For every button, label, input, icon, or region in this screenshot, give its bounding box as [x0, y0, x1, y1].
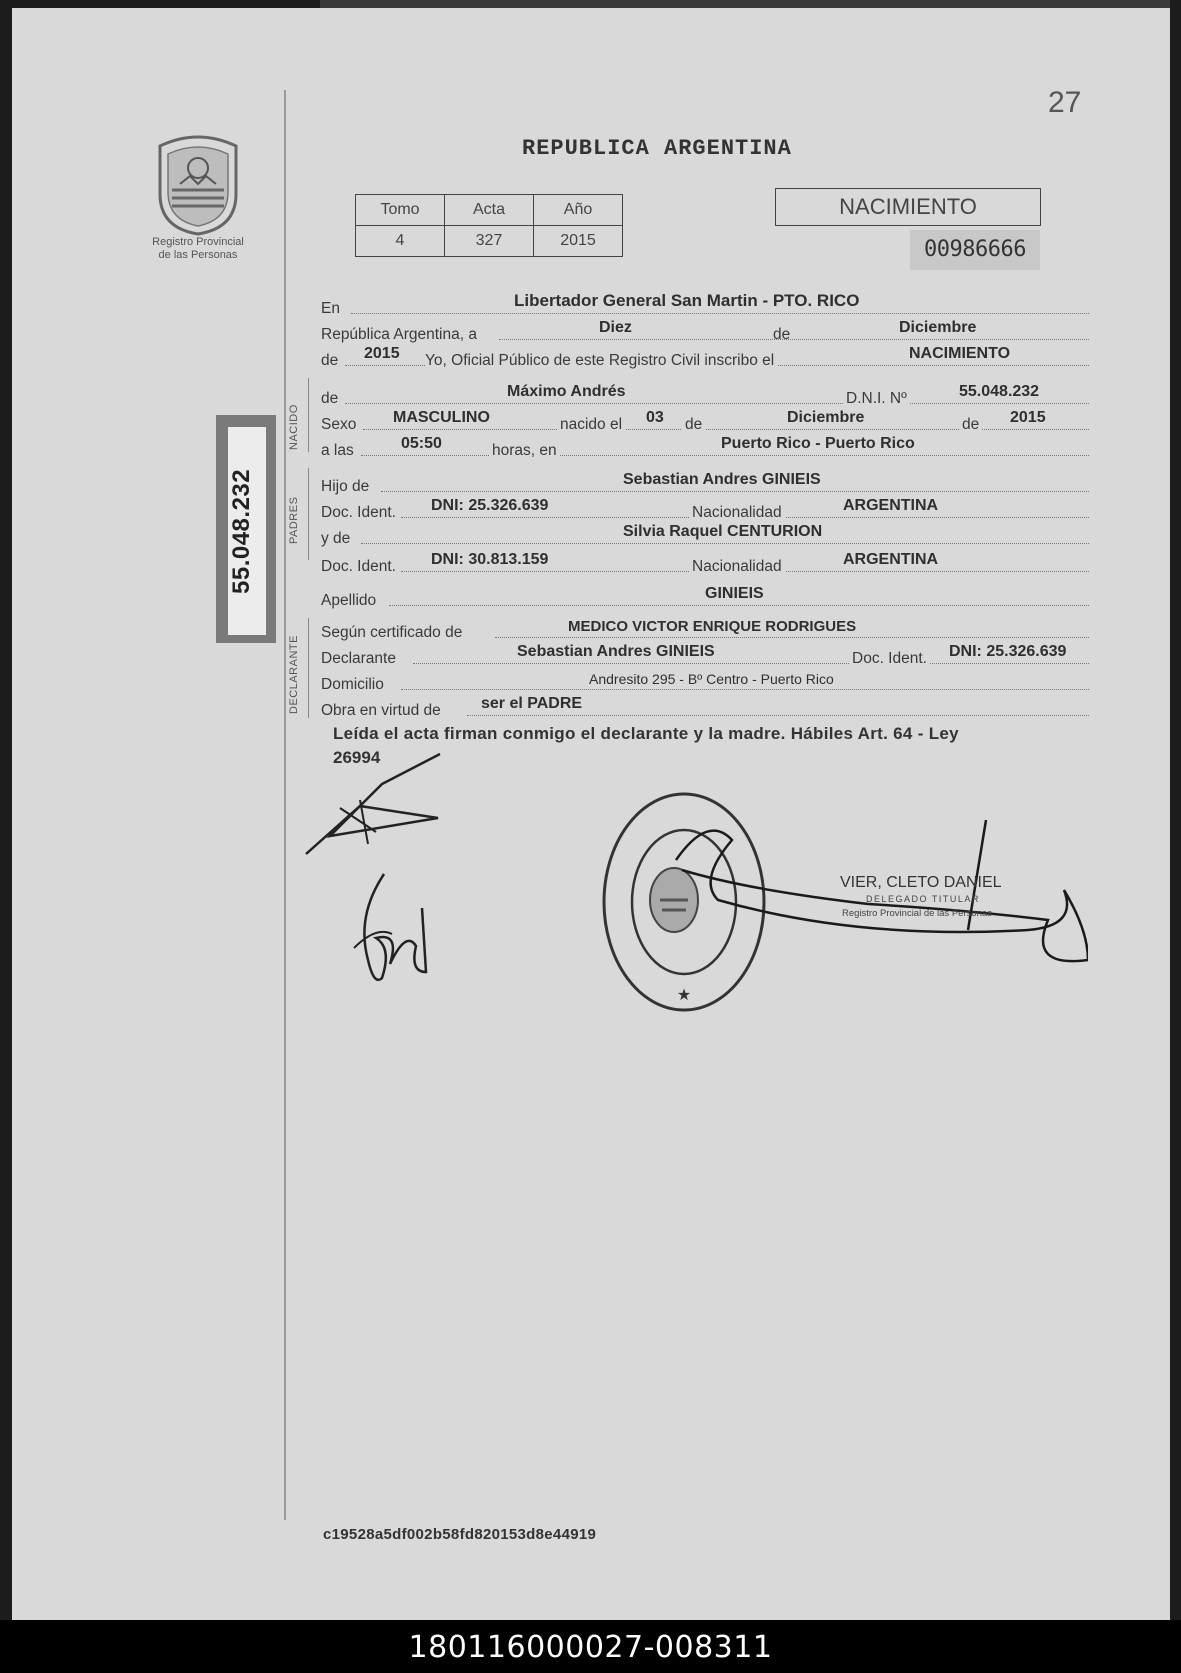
side-label-declarante: DECLARANTE [288, 635, 300, 714]
dotted-line [401, 689, 1089, 690]
value-declarante-doc: DNI: 25.326.639 [949, 643, 1067, 660]
value-inscribo: NACIMIENTO [909, 345, 1011, 362]
row-sexo [321, 408, 1091, 434]
label-de: de [321, 390, 339, 407]
value-padre: Sebastian Andres GINIEIS [623, 471, 821, 488]
value-hora: 05:50 [401, 435, 442, 452]
table-header-row [356, 195, 623, 226]
row-hora-lugar [321, 434, 1091, 460]
dotted-line [381, 491, 1089, 492]
row-fecha-registro [321, 318, 1091, 344]
value-sexo: MASCULINO [393, 409, 490, 426]
bracket-nacido [308, 378, 309, 452]
value-madre-nacionalidad: ARGENTINA [843, 551, 939, 568]
record-number: 00986666 [910, 230, 1040, 270]
row-lugar-registro [321, 292, 1091, 318]
value-nombre: Máximo Andrés [507, 383, 626, 400]
value-acta: 327 [445, 226, 534, 257]
row-inscripcion [321, 344, 1091, 370]
dotted-line [499, 339, 1089, 340]
scan-footer-id: 180116000027-008311 [408, 1630, 773, 1665]
mother-signature [346, 868, 446, 990]
declarant-signature [300, 748, 450, 858]
scan-edge [320, 0, 1170, 8]
value-certificado: MEDICO VICTOR ENRIQUE RODRIGUES [568, 618, 857, 635]
label-de: de [321, 352, 339, 369]
row-madre [321, 522, 1091, 548]
side-label-padres: PADRES [288, 496, 300, 544]
value-domicilio: Andresito 295 - Bº Centro - Puerto Rico [589, 671, 834, 687]
label-yo-oficial: Yo, Oficial Público de este Registro Civil inscribo el [425, 352, 777, 370]
logo-caption [138, 236, 258, 262]
logo-caption-line2: de las Personas [158, 249, 238, 261]
row-padre [321, 470, 1091, 496]
dotted-line [413, 663, 1089, 664]
label-de: de [682, 416, 705, 434]
label-horas-en: horas, en [489, 442, 560, 460]
table-row [356, 226, 623, 257]
value-obra-en-virtud: ser el PADRE [481, 695, 583, 712]
label-doc-ident: Doc. Ident. [849, 650, 930, 668]
label-sexo: Sexo [321, 416, 357, 433]
official-name: VIER, CLETO DANIEL [840, 874, 1002, 891]
dni-tab-label [228, 427, 266, 635]
dni-tab [216, 415, 276, 643]
label-nacionalidad: Nacionalidad [689, 558, 785, 576]
value-nac-mes: Diciembre [787, 409, 865, 426]
row-domicilio [321, 668, 1091, 694]
dotted-line [361, 455, 1089, 456]
value-dia: Diez [599, 319, 632, 336]
label-domicilio: Domicilio [321, 676, 384, 693]
record-type-box: NACIMIENTO [775, 188, 1041, 226]
scan-footer-bar [0, 1620, 1181, 1673]
value-padre-nacionalidad: ARGENTINA [843, 497, 939, 514]
label-nacionalidad: Nacionalidad [689, 504, 785, 522]
header-acta: Acta [445, 195, 534, 226]
header-anio: Año [534, 195, 623, 226]
side-label-nacido: NACIDO [288, 404, 300, 450]
document-hash: c19528a5df002b58fd820153d8e44919 [323, 1526, 597, 1543]
label-a-las: a las [321, 442, 354, 459]
dotted-line [467, 715, 1089, 716]
header-tomo: Tomo [356, 195, 445, 226]
official-office: Registro Provincial de las Personas [842, 908, 992, 919]
provincial-crest-logo [150, 132, 246, 236]
value-lugar-registro: Libertador General San Martin - PTO. RICO [514, 291, 860, 310]
dotted-line [361, 543, 1089, 544]
label-de: de [959, 416, 982, 434]
bracket-padres [308, 468, 309, 560]
row-certificado [321, 616, 1091, 642]
row-obra-en-virtud [321, 694, 1091, 720]
dotted-line [351, 313, 1089, 314]
label-hijo-de: Hijo de [321, 478, 370, 495]
row-madre-documento [321, 550, 1091, 576]
value-mes: Diciembre [899, 319, 977, 336]
label-en: En [321, 300, 340, 317]
label-declarante: Declarante [321, 650, 396, 667]
value-tomo: 4 [356, 226, 445, 257]
row-nombre [321, 382, 1091, 408]
value-nac-dia: 03 [646, 409, 664, 426]
dotted-line [345, 403, 1089, 404]
logo-caption-line1: Registro Provincial [152, 236, 244, 248]
svg-text:★: ★ [676, 985, 692, 1004]
value-anio: 2015 [534, 226, 623, 257]
value-madre-doc: DNI: 30.813.159 [431, 551, 549, 568]
label-doc-ident: Doc. Ident. [321, 558, 396, 575]
label-doc-ident: Doc. Ident. [321, 504, 396, 521]
row-padre-documento [321, 496, 1091, 522]
page-number: 27 [1048, 86, 1082, 119]
value-apellido: GINIEIS [705, 585, 764, 602]
row-declarante [321, 642, 1091, 668]
label-apellido: Apellido [321, 592, 377, 609]
label-republica: República Argentina, a [321, 326, 477, 343]
document-title: REPUBLICA ARGENTINA [522, 136, 792, 161]
label-dni: D.N.I. Nº [843, 390, 910, 408]
label-segun-certificado: Según certificado de [321, 624, 463, 641]
closing-statement-law: 26994 [333, 748, 381, 767]
label-obra-en-virtud: Obra en virtud de [321, 702, 441, 719]
value-lugar-nacimiento: Puerto Rico - Puerto Rico [721, 435, 915, 452]
tomo-acta-table [355, 194, 623, 257]
value-madre: Silvia Raquel CENTURION [623, 523, 823, 540]
dotted-line [389, 605, 1089, 606]
bracket-declarante [308, 618, 309, 718]
label-y-de: y de [321, 530, 351, 547]
label-de: de [773, 326, 791, 343]
margin-line [284, 90, 286, 1520]
value-declarante: Sebastian Andres GINIEIS [517, 643, 715, 660]
dotted-line [495, 637, 1089, 638]
label-nacido-el: nacido el [557, 416, 625, 434]
row-apellido [321, 584, 1091, 610]
value-nac-anio: 2015 [1010, 409, 1046, 426]
dni-tab-number: 55.048.232 [228, 468, 255, 594]
value-dni: 55.048.232 [959, 383, 1040, 400]
closing-statement: Leída el acta firman conmigo el declarante y la madre. Hábiles Art. 64 - Ley [333, 724, 959, 743]
value-padre-doc: DNI: 25.326.639 [431, 497, 549, 514]
official-role: DELEGADO TITULAR [866, 894, 980, 904]
value-anio: 2015 [364, 345, 400, 362]
